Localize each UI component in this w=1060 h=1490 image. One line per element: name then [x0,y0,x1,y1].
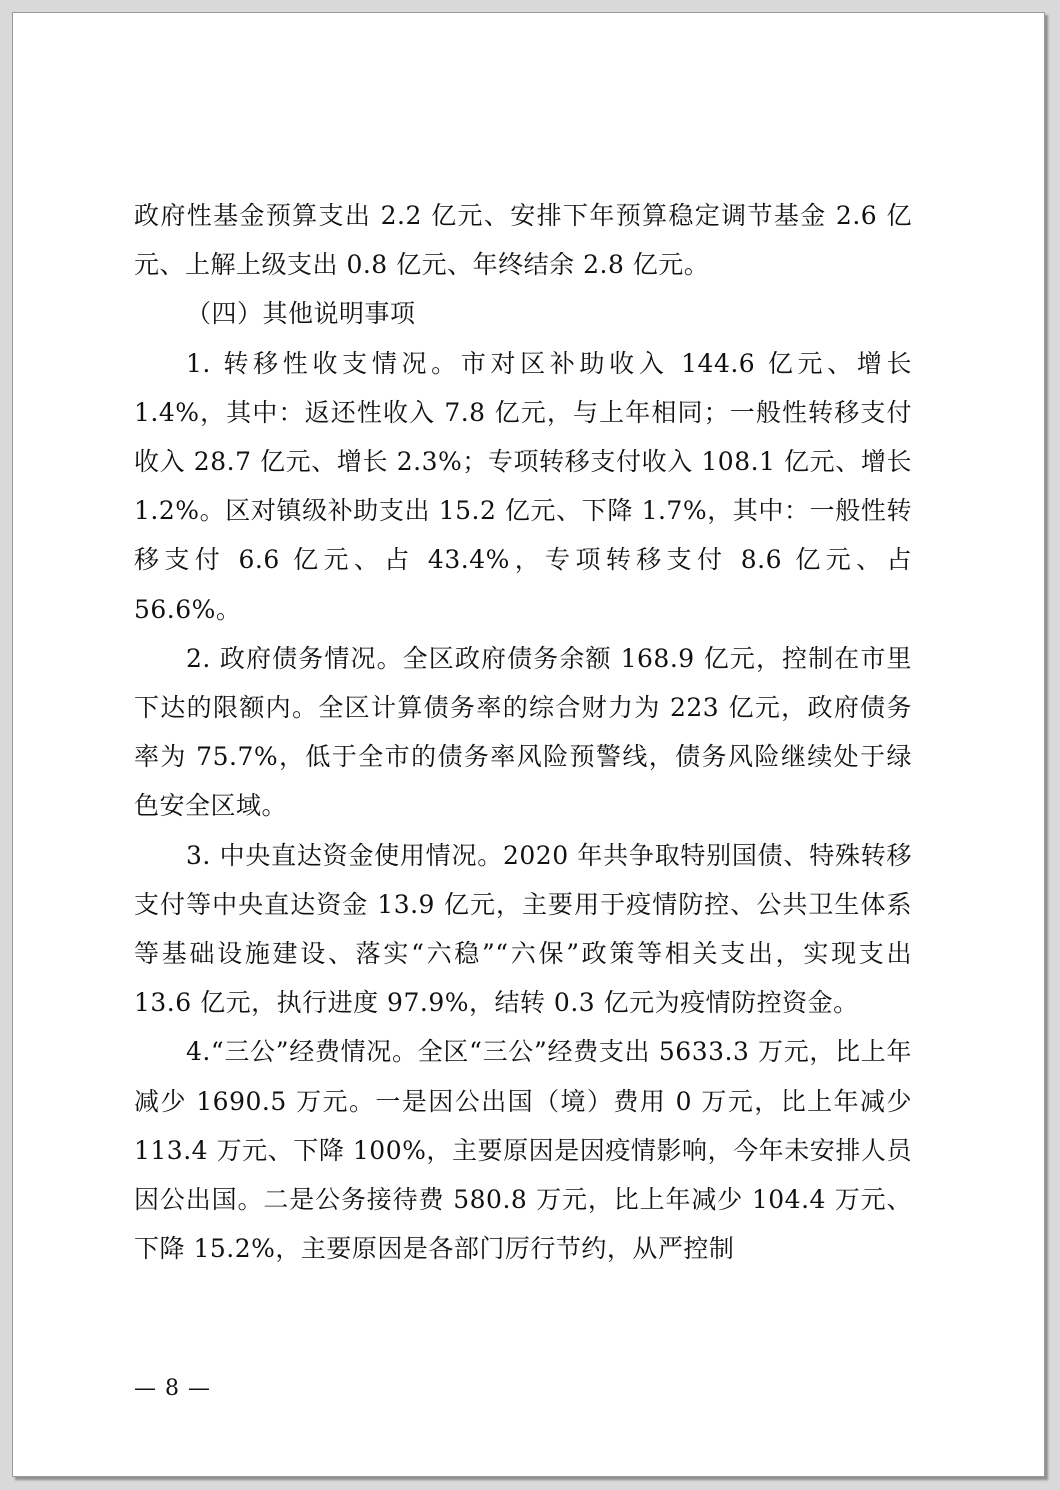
paragraph-three-public-expenses: 4.“三公”经费情况。全区“三公”经费支出 5633.3 万元，比上年减少 1690.5 万元。一是因公出国（境）费用 0 万元，比上年减少 113.4 万元、下降 100%，主要原因是因疫情影响，今年未安排人员因公出国。二是公务接待费 580.8 万元，比上年减少 104.4 万元、下降 15.2%，主要原因是各部门厉行节约，从严控制 [134,1037,912,1264]
page-number: — 8 — [134,1376,211,1401]
paragraph-transfer-payments: 1. 转移性收支情况。市对区补助收入 144.6 亿元、增长 1.4%，其中：返还性收入 7.8 亿元，与上年相同；一般性转移支付收入 28.7 亿元、增长 2.3%；专项转移支付收入 108.1 亿元、增长 1.2%。区对镇级补助支出 15.2 亿元、下降 1.7%，其中：一般性转移支付 6.6 亿元、占 43.4%，专项转移支付 8.6 亿元、占 56.6%。 [134,348,912,624]
paragraph-fund-budget: 政府性基金预算支出 2.2 亿元、安排下年预算稳定调节基金 2.6 亿元、上解上级支出 0.8 亿元、年终结余 2.8 亿元。 [134,201,912,280]
document-body [134,191,912,1273]
paragraph-government-debt: 2. 政府债务情况。全区政府债务余额 168.9 亿元，控制在市里下达的限额内。全区计算债务率的综合财力为 223 亿元，政府债务率为 75.7%，低于全市的债务率风险预警线，债务风险继续处于绿色安全区域。 [134,643,912,821]
paragraph-central-direct-funds: 3. 中央直达资金使用情况。2020 年共争取特别国债、特殊转移支付等中央直达资金 13.9 亿元，主要用于疫情防控、公共卫生体系等基础设施建设、落实“六稳”“六保”政策等相关支出，实现支出 13.6 亿元，执行进度 97.9%，结转 0.3 亿元为疫情防控资金。 [134,840,912,1018]
section-heading-other-notes: （四）其他说明事项 [186,299,416,329]
